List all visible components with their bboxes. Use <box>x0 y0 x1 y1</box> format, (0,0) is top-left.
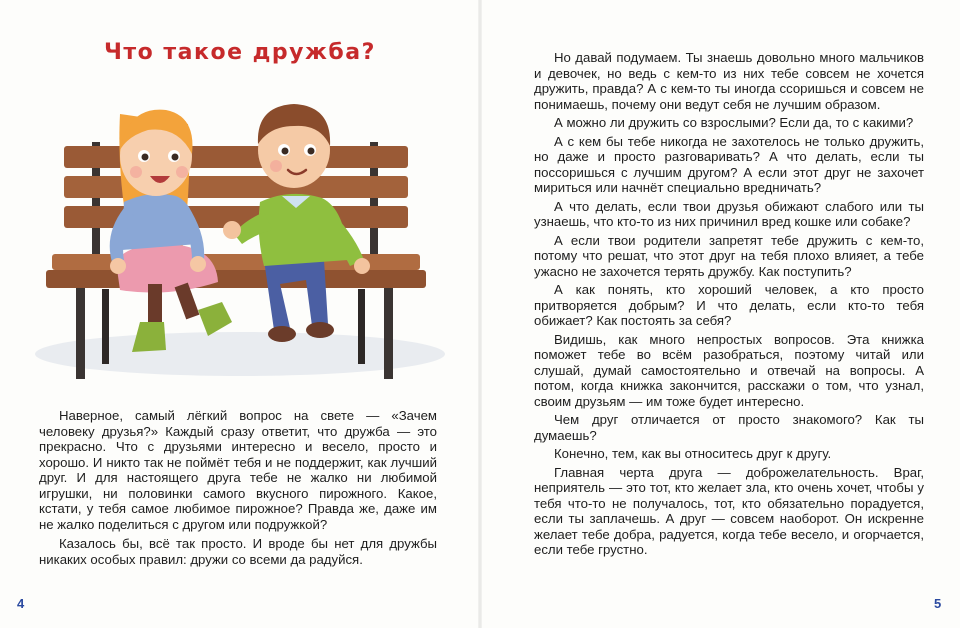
bench-leg <box>384 284 393 379</box>
page-number: 5 <box>934 596 942 611</box>
bench-plank <box>64 176 408 198</box>
paragraph: А можно ли дружить со взрослыми? Если да, то с какими? <box>554 115 914 130</box>
paragraph: А с кем бы тебе никогда не захотелось не только дружить, но даже и просто разговаривать? А что делать, если ты поссоришься с лучшим другом? А если этот друг не захочет мириться или начнёт специально вредничать? <box>534 133 924 195</box>
paragraph: Наверное, самый лёгкий вопрос на свете — «Зачем человеку друзья?» Каждый сразу ответит, что дружба — это прекрасно. Что с друзьями интересно и весело, просто и хорошо. И никто так не поймёт тебя и не поддержит, как лучший друг. И для настоящего друга тебе не жалко ни любимой игрушки, ни половинки самого вкусного пирожного. Какое, кстати, у тебя самое любимое пирожное? Правда же, даже им не жалко поделиться с другом или подружкой? <box>39 408 437 532</box>
page-title: Что такое дружба? <box>104 40 376 65</box>
paragraph: А как понять, кто хороший человек, а кто просто притворяется добрым? И что делать, если кто-то тебя обижает? Как постоять за себя? <box>534 282 924 328</box>
paragraph: Но давай подумаем. Ты знаешь довольно много мальчиков и девочек, но ведь с кем-то из них тебе совсем не хочется дружить, правда? А с кем-то ты иногда ссоришься и совсем не понимаешь, почему они ведут себя не лучшим образом. <box>534 50 924 112</box>
bench-seat <box>46 270 426 288</box>
bench-leg <box>76 284 85 379</box>
paragraph: Конечно, тем, как вы относитесь друг к другу. <box>554 446 832 461</box>
paragraph: Чем друг отличается от просто знакомого? Как ты думаешь? <box>534 412 924 443</box>
page-number: 4 <box>17 596 25 611</box>
paragraph: А что делать, если твои друзья обижают слабого или ты узнаешь, что кто-то из них причинил вред кошке или собаке? <box>534 198 924 229</box>
right-body-text <box>534 50 924 561</box>
left-body-text <box>39 408 437 567</box>
paragraph: Видишь, как много непростых вопросов. Эта книжка поможет тебе во всём разобраться, поэтому читай или слушай, думай самостоятельно и отвечай на вопросы. А потом, когда книжка закончится, расскажи о том, что узнал, своим друзьям — им тоже будет интересно. <box>534 331 924 409</box>
paragraph: Главная черта друга — доброжелательность. Враг, неприятель — это тот, кто желает зла, кто очень хочет, чтобы у тебя что-то не получалось, тот, кто обязательно порадуется, если ты заплачешь. А друг — совсем наоборот. Он искренне желает тебе добра, радуется, когда тебе весело, и огорчается, если тебе грустно. <box>534 464 924 557</box>
ground-shadow <box>35 332 445 376</box>
bench-plank <box>64 146 408 168</box>
paragraph: Казалось бы, всё так просто. И вроде бы нет для дружбы никаких особых правил: дружи со всеми да радуйся. <box>39 536 437 567</box>
paragraph: А если твои родители запретят тебе дружить с кем-то, потому что решат, что этот друг на тебя плохо влияет, а тебе ужасно не захочется терять дружбу. Как поступить? <box>534 232 924 279</box>
bench-leg <box>102 289 109 364</box>
bench-leg <box>358 289 365 364</box>
bench-children-illustration <box>28 84 452 390</box>
